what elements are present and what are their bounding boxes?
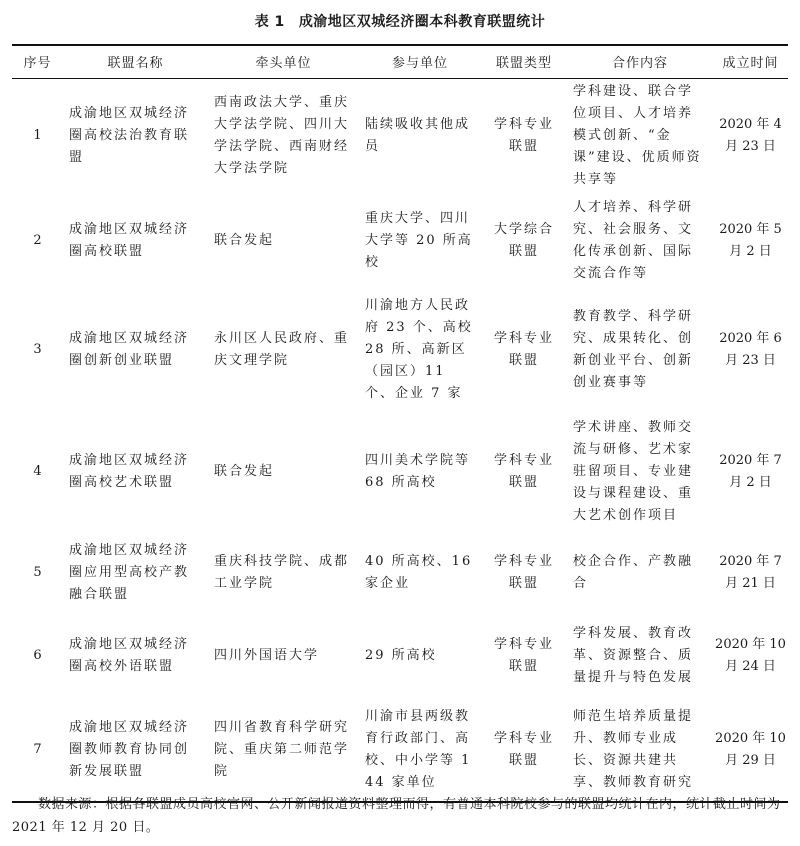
cell-content: 学术讲座、教师交流与研修、艺术家驻留项目、专业建设与课程建设、重大艺术创作项目 [573,419,694,523]
table-row [12,613,788,699]
cell-date: 2020 年 10 月 24 日 [715,636,786,674]
alliance-table [12,44,788,803]
cell-name: 成渝地区双城经济圈高校联盟 [69,222,190,259]
cell-lead: 四川外国语大学 [214,647,320,663]
cell-participants: 川渝地方人民政府 23 个、高校 28 所、高新区（园区）11 个、企业 7 家 [365,298,473,401]
cell-name: 成渝地区双城经济圈高校艺术联盟 [69,452,190,490]
cell-date: 2020 年 7 月 2 日 [719,452,782,490]
table-row [12,78,788,193]
data-source-note: 数据来源：根据各联盟成员高校官网、公开新闻报道资料整理而得，有普通本科院校参与的联盟均统计在内，统计截止时间为 2021 年 12 月 20 日。 [12,797,781,835]
cell-content: 人才培养、科学研究、社会服务、文化传承创新、国际交流合作等 [573,200,694,281]
cell-name: 成渝地区双城经济圈高校外语联盟 [69,636,190,674]
cell-name: 成渝地区双城经济圈高校法治教育联盟 [69,105,190,165]
header-date: 成立时间 [713,45,788,78]
table-row [12,699,788,802]
cell-number: 5 [33,564,42,580]
header-row [12,45,788,78]
cell-number: 1 [33,127,42,143]
cell-number: 3 [33,342,42,357]
table-caption [0,11,800,31]
cell-lead: 四川省教育科学研究院、重庆第二师范学院 [208,699,359,802]
cell-date: 2020 年 7 月 21 日 [719,553,782,591]
cell-name: 成渝地区双城经济圈应用型高校产教融合联盟 [69,542,190,602]
cell-date: 2020 年 6 月 23 日 [719,331,782,368]
cell-participants: 40 所高校、16 家企业 [365,553,473,591]
cell-lead: 西南政法大学、重庆大学法学院、四川大学法学院、西南财经大学法学院 [214,94,350,176]
cell-type: 学科专业联盟 [493,553,554,591]
table-row [12,411,788,533]
cell-participants: 重庆大学、四川大学等 20 所高校 [365,211,473,270]
table-row [12,533,788,613]
cell-participants: 川渝市县两级教育行政部门、高校、中小学等 144 家单位 [359,699,481,802]
header-content: 合作内容 [567,45,713,78]
cell-name: 成渝地区双城经济圈创新创业联盟 [69,331,190,368]
cell-lead: 联合发起 [214,233,275,248]
table-number: 表 1 [254,14,285,30]
cell-date: 2020 年 4 月 23 日 [719,116,782,154]
cell-content: 学科建设、联合学位项目、人才培养模式创新、“金课”建设、优质师资共享等 [573,83,702,187]
table-row [12,290,788,411]
header-participants: 参与单位 [359,45,481,78]
cell-name: 成渝地区双城经济圈教师教育协同创新发展联盟 [63,699,208,802]
header-name: 联盟名称 [63,45,208,78]
cell-number: 4 [33,463,42,479]
cell-lead: 联合发起 [214,463,275,479]
cell-content: 教育教学、科学研究、成果转化、创新创业平台、创新创业赛事等 [573,309,694,390]
cell-type: 学科专业联盟 [493,452,554,490]
cell-participants: 29 所高校 [365,647,437,663]
cell-participants: 陆续吸收其他成员 [365,116,471,154]
cell-lead: 重庆科技学院、成都工业学院 [214,553,350,591]
cell-lead: 永川区人民政府、重庆文理学院 [214,331,350,368]
header-number: 序号 [12,45,63,78]
cell-type: 学科专业联盟 [493,636,554,674]
table-title: 成渝地区双城经济圈本科教育联盟统计 [298,14,546,30]
cell-date: 2020 年 5 月 2 日 [719,222,782,259]
cell-number: 6 [33,647,42,663]
header-lead: 牵头单位 [208,45,359,78]
cell-type: 学科专业联盟 [493,116,554,154]
cell-type: 学科专业联盟 [493,331,554,368]
cell-content: 校企合作、产教融合 [573,553,694,591]
cell-number: 2 [33,233,42,248]
header-type: 联盟类型 [481,45,567,78]
table-row [12,193,788,290]
cell-date: 2020 年 10 月 29 日 [713,699,788,802]
cell-content: 师范生培养质量提升、教师专业成长、资源共建共享、教师教育研究 [567,699,713,802]
cell-type: 学科专业联盟 [481,699,567,802]
cell-type: 大学综合联盟 [493,222,554,259]
cell-number: 7 [12,699,63,802]
cell-content: 学科发展、教育改革、资源整合、质量提升与特色发展 [573,625,694,685]
cell-participants: 四川美术学院等 68 所高校 [365,452,471,490]
